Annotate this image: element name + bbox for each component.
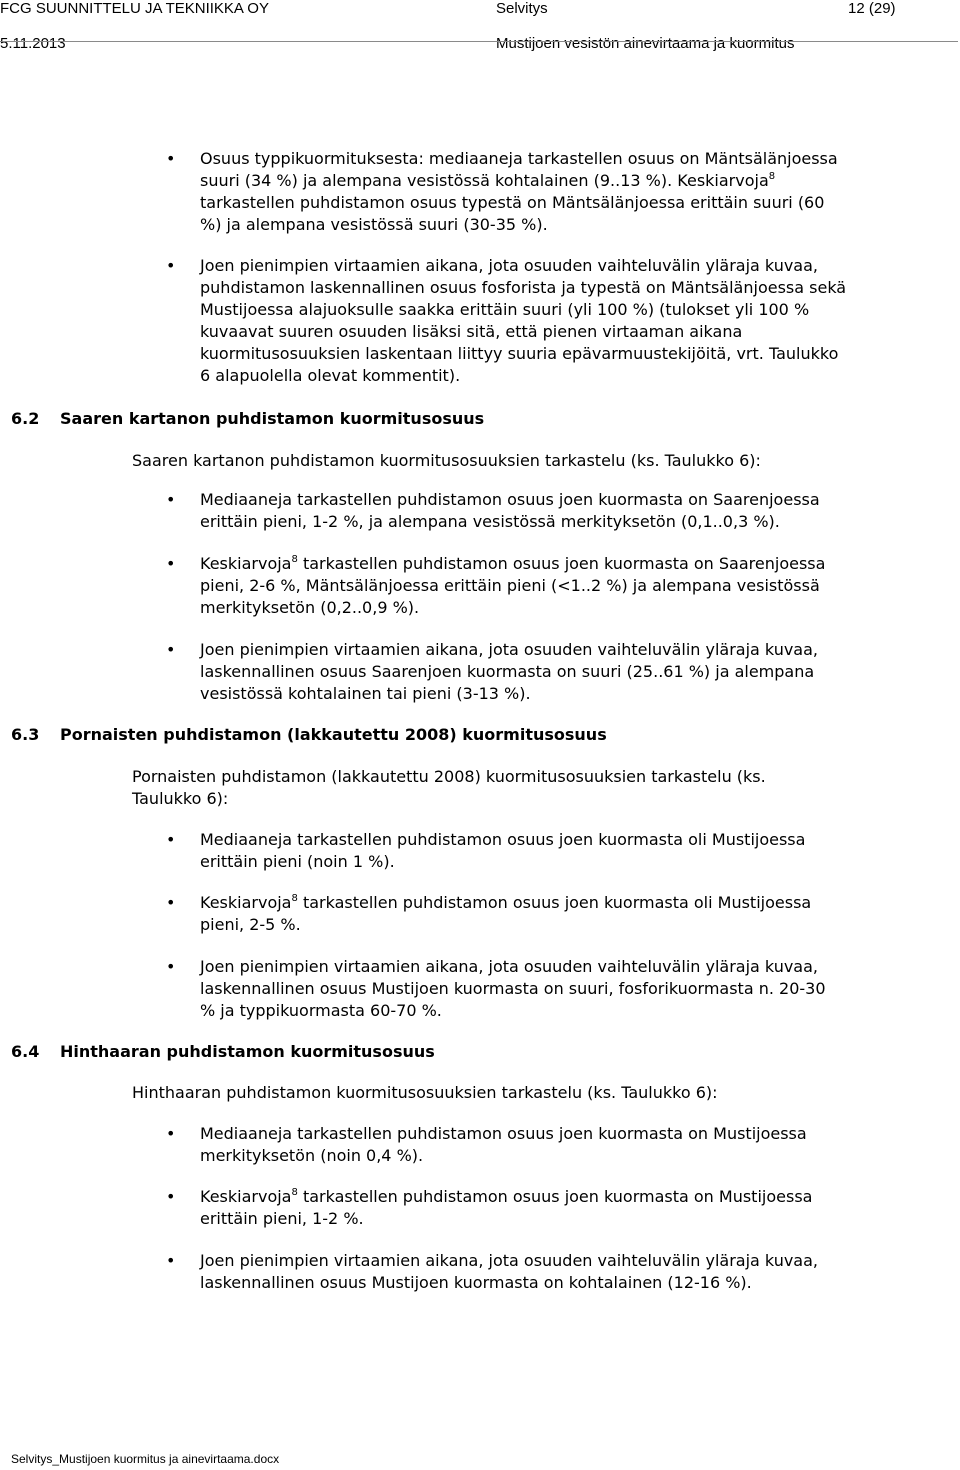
section-intro [132,766,766,810]
section-intro: Hinthaaran puhdistamon kuormitusosuuksien tarkastelu (ks. Taulukko 6): [132,1083,718,1102]
section-number: 6.3 [11,725,40,744]
section-heading-6-3 [11,724,607,746]
section-heading-6-4 [11,1041,435,1063]
section-number: 6.2 [11,409,40,428]
bullet-text [200,829,805,873]
text-line: 6 alapuolella olevat kommentit). [200,366,461,385]
text-line: Pornaisten puhdistamon (lakkautettu 2008) kuormitusosuuksien tarkastelu (ks. [132,767,766,786]
text-line: vesistössä kohtalainen tai pieni (3-13 %). [200,684,531,703]
bullet-text [200,639,818,705]
text-line: Taulukko 6): [132,789,229,808]
text-line: kuvaavat suuren osuuden lisäksi sitä, että pienen virtaaman aikana [200,322,743,341]
section-number: 6.4 [11,1042,40,1061]
text-line: % ja typpikuormasta 60-70 %. [200,1001,442,1020]
page-number: 12 (29) [848,0,896,17]
text-line: Mediaaneja tarkastellen puhdistamon osuus joen kuormasta oli Mustijoessa [200,830,806,849]
text-line: laskennallinen osuus Mustijoen kuormasta on suuri, fosforikuormasta n. 20-30 [200,979,826,998]
text-line: laskennallinen osuus Saarenjoen kuormasta on suuri (25..61 %) ja alempana [200,662,815,681]
text-line: erittäin pieni, 1-2 %, ja alempana vesistössä merkityksetön (0,1..0,3 %). [200,512,780,531]
text-line: Mediaaneja tarkastellen puhdistamon osuus joen kuormasta on Saarenjoessa [200,490,820,509]
bullet-marker: • [166,640,176,659]
section-heading-6-2 [11,408,484,430]
section-intro: Saaren kartanon puhdistamon kuormitusosuuksien tarkastelu (ks. Taulukko 6): [132,451,761,470]
bullet-marker: • [166,490,176,509]
text-line: Mediaaneja tarkastellen puhdistamon osuus joen kuormasta on Mustijoessa [200,1124,807,1143]
document-type: Selvitys [496,0,548,17]
document-title: Mustijoen vesistön ainevirtaama ja kuormitus [496,35,795,52]
bullet-marker: • [166,554,176,573]
section-title: Pornaisten puhdistamon (lakkautettu 2008) kuormitusosuus [60,725,607,744]
bullet-text [200,1250,818,1294]
bullet-text [200,148,838,236]
text-line: merkityksetön (0,2..0,9 %). [200,598,420,617]
bullet-marker: • [166,1187,176,1206]
bullet-text [200,553,825,619]
text-line: Joen pienimpien virtaamien aikana, jota osuuden vaihteluvälin yläraja kuvaa, [200,256,818,275]
text-line: Keskiarvoja$^8$ tarkastellen puhdistamon osuus joen kuormasta on Mustijoessa [200,1186,813,1206]
text-line: laskennallinen osuus Mustijoen kuormasta on kohtalainen (12-16 %). [200,1273,752,1292]
bullet-marker: • [166,149,176,168]
text-line: erittäin pieni, 1-2 %. [200,1209,364,1228]
text-line: pieni, 2-6 %, Mäntsälänjoessa erittäin pieni (<1..2 %) ja alempana vesistössä [200,576,820,595]
bullet-marker: • [166,256,176,275]
bullet-text [200,1123,807,1167]
footer-filename: Selvitys_Mustijoen kuormitus ja ainevirtaama.docx [11,1452,280,1466]
bullet-marker: • [166,830,176,849]
text-line: puhdistamon laskennallinen osuus fosforista ja typestä on Mäntsälänjoessa sekä [200,278,847,297]
bullet-marker: • [166,957,176,976]
section-title: Saaren kartanon puhdistamon kuormitusosuus [60,409,485,428]
header-divider [0,41,958,42]
bullet-marker: • [166,1124,176,1143]
text-line: Mustijoessa alajuoksulle saakka erittäin suuri (yli 100 %) (tulokset yli 100 % [200,300,810,319]
bullet-text [200,255,846,387]
document-date: 5.11.2013 [0,35,66,52]
text-line: Joen pienimpien virtaamien aikana, jota osuuden vaihteluvälin yläraja kuvaa, [200,1251,818,1270]
bullet-text [200,1186,812,1230]
section-title: Hinthaaran puhdistamon kuormitusosuus [60,1042,435,1061]
text-line: merkityksetön (noin 0,4 %). [200,1146,424,1165]
text-line: Osuus typpikuormituksesta: mediaaneja tarkastellen osuus on Mäntsälänjoessa [200,149,838,168]
text-line: kuormitusosuuksien laskentaan liittyy suuria epävarmuustekijöitä, vrt. Taulukko [200,344,839,363]
text-line: pieni, 2-5 %. [200,915,301,934]
bullet-text [200,489,820,533]
bullet-marker: • [166,893,176,912]
text-line: suuri (34 %) ja alempana vesistössä kohtalainen (9..13 %). Keskiarvoja$^8$ [200,170,776,190]
company-name: FCG SUUNNITTELU JA TEKNIIKKA OY [0,0,269,17]
bullet-marker: • [166,1251,176,1270]
bullet-text [200,956,826,1022]
text-line: erittäin pieni (noin 1 %). [200,852,395,871]
bullet-text [200,892,811,936]
text-line: Keskiarvoja$^8$ tarkastellen puhdistamon osuus joen kuormasta on Saarenjoessa [200,553,826,573]
text-line: Keskiarvoja$^8$ tarkastellen puhdistamon osuus joen kuormasta oli Mustijoessa [200,892,812,912]
text-line: Joen pienimpien virtaamien aikana, jota osuuden vaihteluvälin yläraja kuvaa, [200,640,818,659]
text-line: tarkastellen puhdistamon osuus typestä on Mäntsälänjoessa erittäin suuri (60 [200,193,825,212]
text-line: %) ja alempana vesistössä suuri (30-35 %). [200,215,548,234]
text-line: Joen pienimpien virtaamien aikana, jota osuuden vaihteluvälin yläraja kuvaa, [200,957,818,976]
